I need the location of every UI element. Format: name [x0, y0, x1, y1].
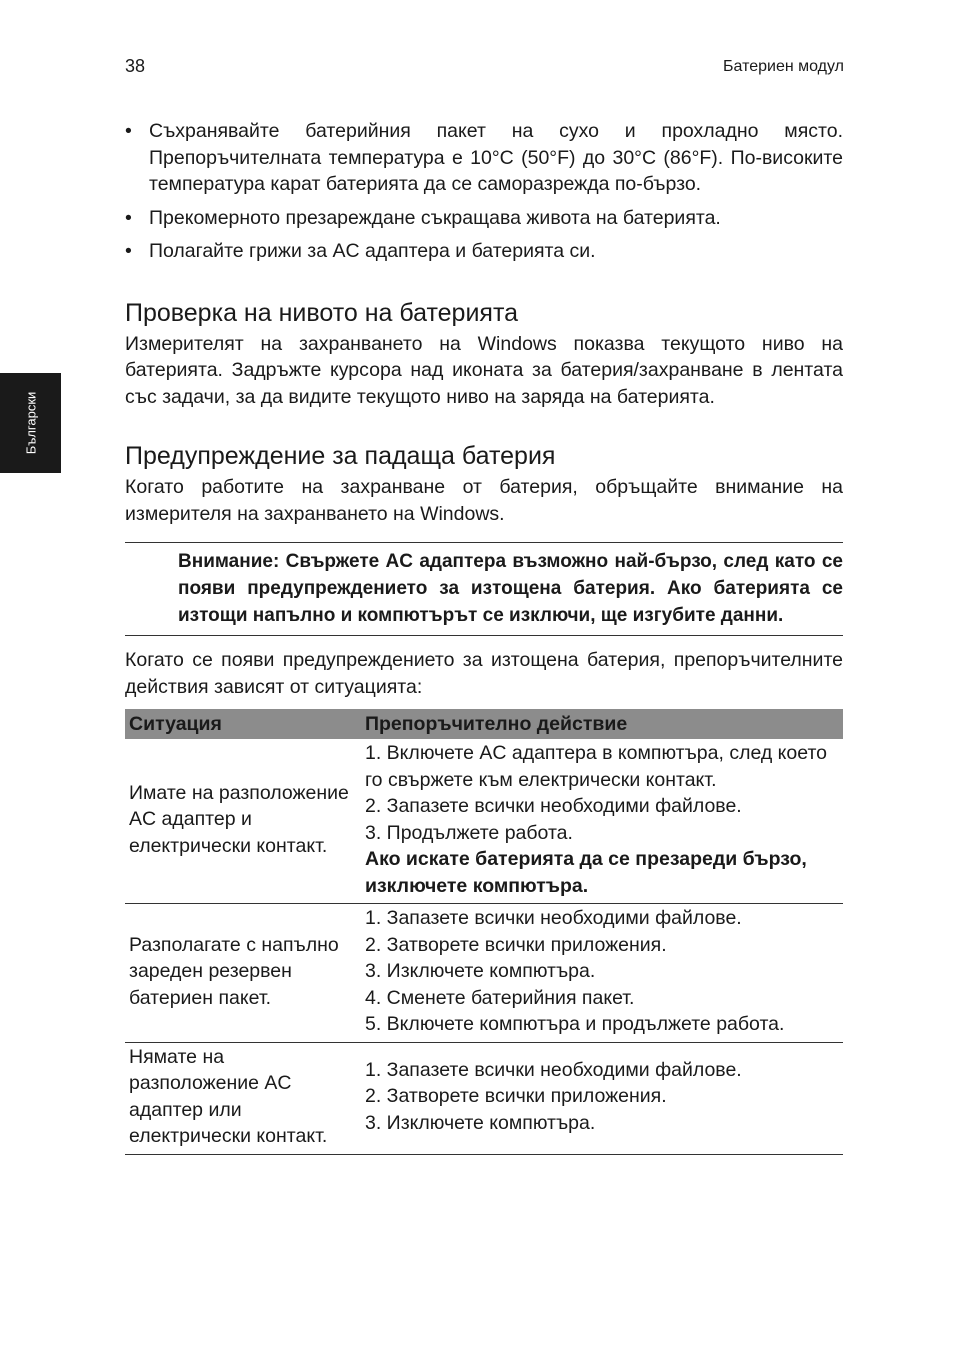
page-content	[125, 118, 843, 1155]
action-cell	[361, 904, 843, 1043]
situation-cell: Имате на разположение AC адаптер и електрически контакт.	[125, 739, 361, 904]
bullet-icon: •	[125, 120, 132, 142]
column-header-situation: Ситуация	[125, 709, 361, 739]
language-tab-label: Български	[23, 391, 38, 455]
section-heading-low-battery: Предупреждение за падаща батерия	[125, 442, 556, 470]
bullet-icon: •	[125, 206, 132, 229]
action-step: 1. Включете AC адаптера в компютъра, след което го свържете към електрически контакт.	[365, 742, 828, 791]
section-body-low-battery: Когато работите на захранване от батерия, обръщайте внимание на измерителя на захранването на Windows.	[125, 476, 843, 525]
action-step: 3. Изключете компютъра.	[365, 960, 596, 982]
action-step: 1. Запазете всички необходими файлове.	[365, 1058, 742, 1081]
bullet-icon: •	[125, 240, 132, 262]
list-item: • Полагайте грижи за AC адаптера и батерията си.	[125, 238, 843, 265]
situation-cell: Нямате на разположение AC адаптер или електрически контакт.	[125, 1042, 361, 1154]
list-item: • Съхранявайте батерийния пакет на сухо и прохладно място. Препоръчителната температура е 10°C (50°F) до 30°C (86°F). По-високите температура карат батерията да се саморазрежда по-бързо.	[125, 120, 843, 195]
action-cell	[361, 1042, 843, 1154]
table-row	[125, 739, 843, 904]
section-body-battery-level: Измерителят на захранването на Windows показва текущото ниво на батерията. Задръжте курсора над иконата за батерия/захранване в лентата със задачи, за да видите текущото ниво на заряда на батерията.	[125, 332, 843, 408]
situation-intro: Когато се появи предупреждението за изтощена батерия, препоръчителните действия зависят от ситуацията:	[125, 649, 843, 698]
action-step: 3. Изключете компютъра.	[365, 1111, 596, 1134]
action-step: 1. Запазете всички необходими файлове.	[365, 907, 742, 929]
table-row	[125, 904, 843, 1043]
list-item: • Прекомерното презареждане съкращава живота на батерията.	[125, 205, 843, 232]
section-title: Батериен модул	[723, 58, 844, 75]
action-step: 2. Запазете всички необходими файлове.	[365, 795, 742, 817]
action-note: Ако искате батерията да се презареди бързо, изключете компютъра.	[365, 848, 807, 897]
action-step: 2. Затворете всички приложения.	[365, 933, 667, 956]
column-header-action: Препоръчително действие	[361, 709, 843, 739]
action-step: 5. Включете компютъра и продължете работа.	[365, 1013, 785, 1035]
section-heading-battery-level: Проверка на нивото на батерията	[125, 298, 519, 327]
situations-table	[125, 709, 843, 1155]
page-number: 38	[125, 56, 146, 76]
language-tab	[0, 373, 61, 473]
warning-callout	[125, 542, 843, 636]
action-cell	[361, 739, 843, 904]
warning-text: Внимание: Свържете AC адаптера възможно най-бързо, след като се появи предупреждението за изтощена батерия. Ако батерията се изтощи напълно и компютърът се изключи, ще изгубите данни.	[178, 551, 843, 626]
action-step: 2. Затворете всички приложения.	[365, 1085, 667, 1108]
page-header	[125, 56, 844, 80]
action-step: 3. Продължете работа.	[365, 821, 573, 844]
situation-cell: Разполагате с напълно зареден резервен батериен пакет.	[125, 904, 361, 1043]
table-header-row	[125, 709, 843, 739]
action-step: 4. Сменете батерийния пакет.	[365, 986, 635, 1009]
bullet-list	[125, 118, 843, 265]
table-row	[125, 1042, 843, 1154]
